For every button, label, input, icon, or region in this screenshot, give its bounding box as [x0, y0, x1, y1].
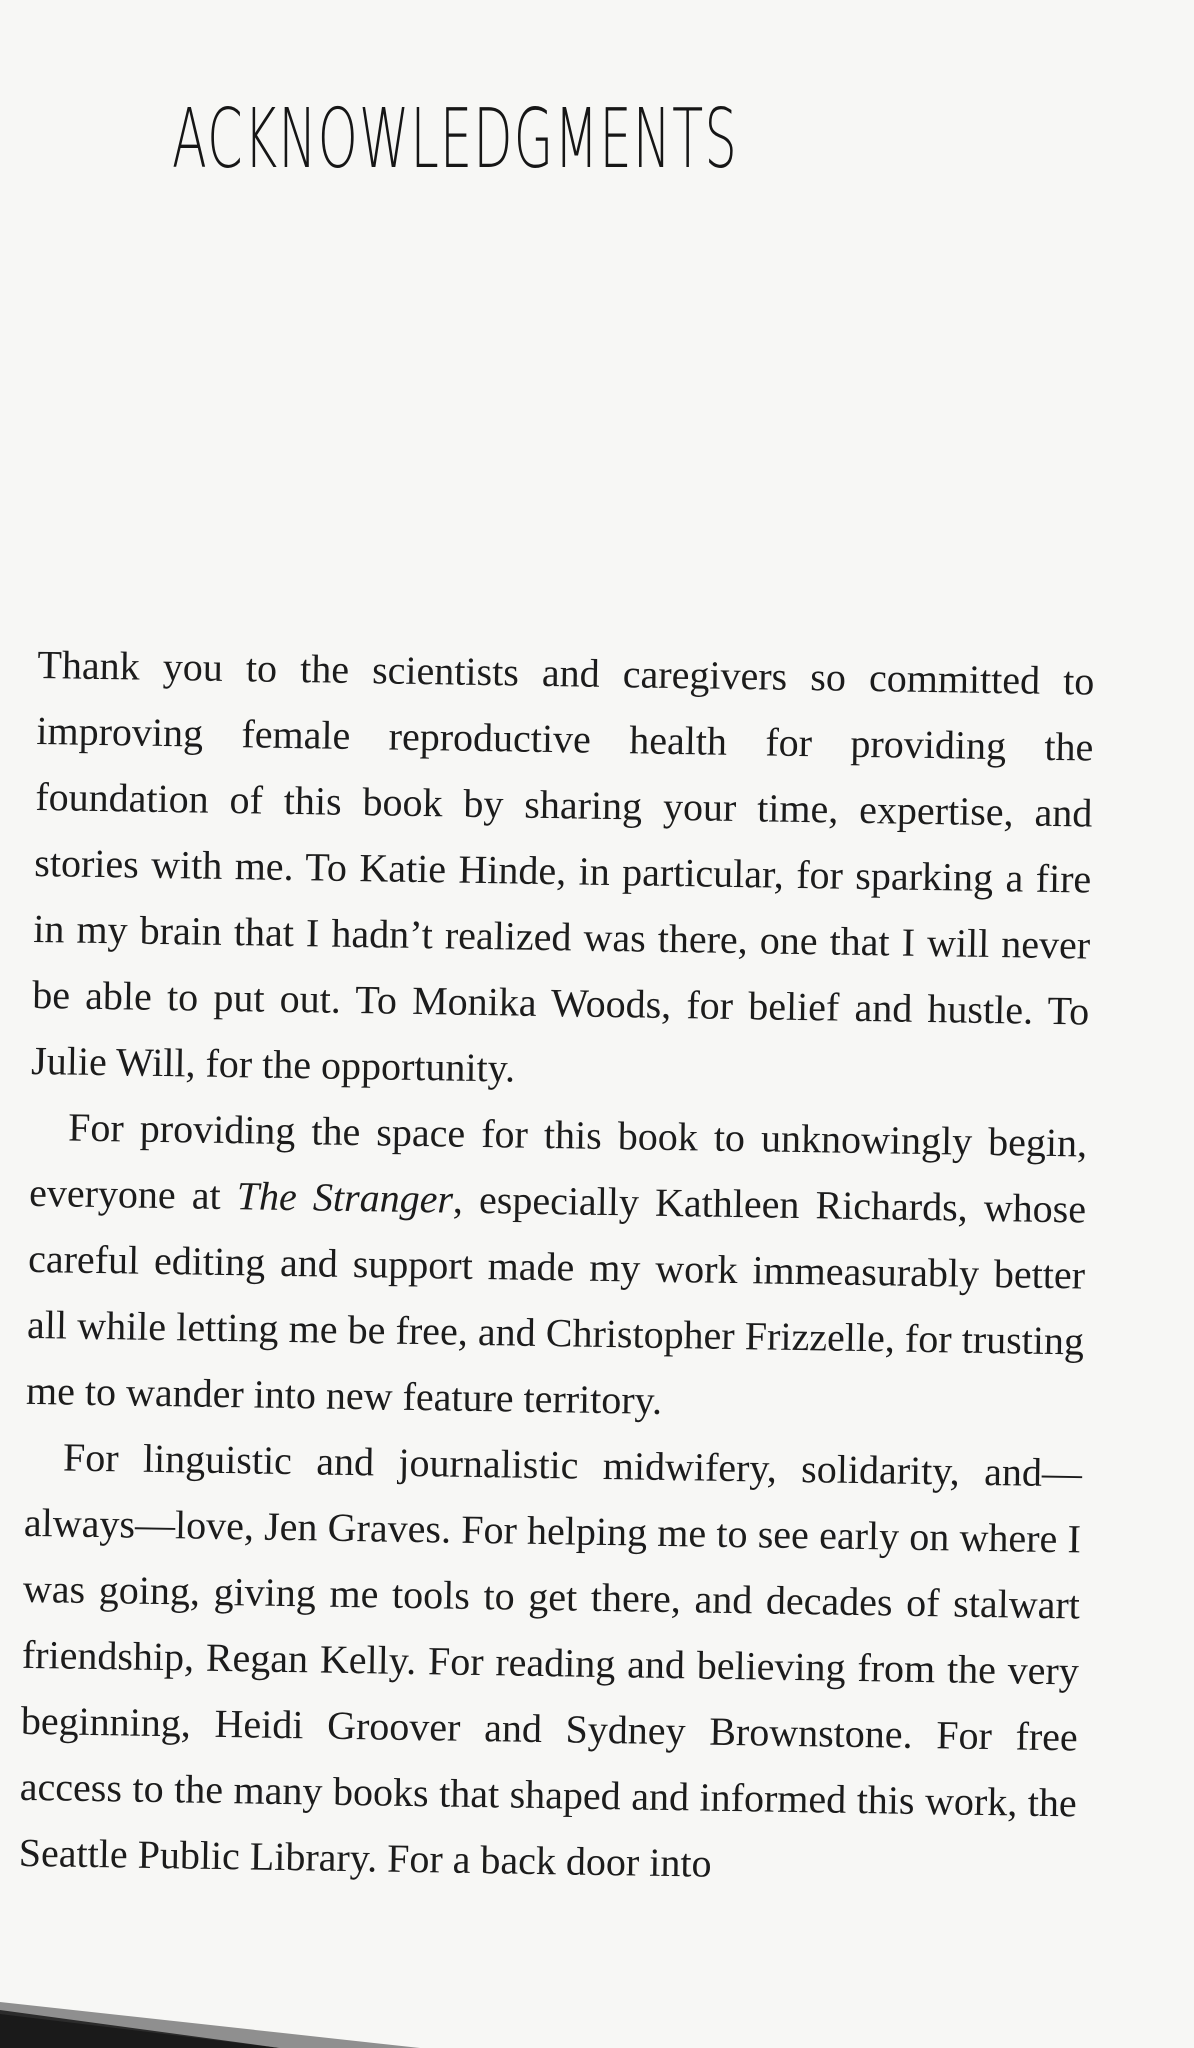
paragraph-2-end: , especially Kathleen Richards, whose careful editing and support made my work immeasurably better all while letting me be free, and Christopher Frizzelle, for trusting me to wander into new feature territory.	[25, 1176, 1087, 1423]
paragraph-2-italic-title: The Stranger	[236, 1173, 454, 1222]
paragraph-1: Thank you to the scientists and caregivers so committed to improving female reproductive health for providing the foundation of this book by sharing your time, expertise, and stories with me. To Katie Hinde, in particular, for sparking a fire in my brain that I hadn’t realized was there, one that I will never be able to put out. To Monika Woods, for belief and hustle. To Julie Will, for the opportunity.	[30, 641, 1095, 1091]
body-text	[18, 632, 1095, 1902]
page-edge-shadow	[0, 1988, 1194, 2048]
paragraph-3: For linguistic and journalistic midwifery, solidarity, and—always—love, Jen Graves. For helping me to see early on where I was going, giving me tools to get there, and decades of stalwart friendship, Regan Kelly. For reading and believing from the very beginning, Heidi Groover and Sydney Brownstone. For free access to the many books that shaped and informed this work, the Seattle Public Library. For a back door into	[18, 1434, 1083, 1886]
chapter-heading: ACKNOWLEDGMENTS	[172, 92, 738, 187]
paragraph-2-start: For providing the space for this book to unknowingly begin, everyone at	[28, 1104, 1088, 1219]
paragraph-2	[26, 1094, 1088, 1441]
